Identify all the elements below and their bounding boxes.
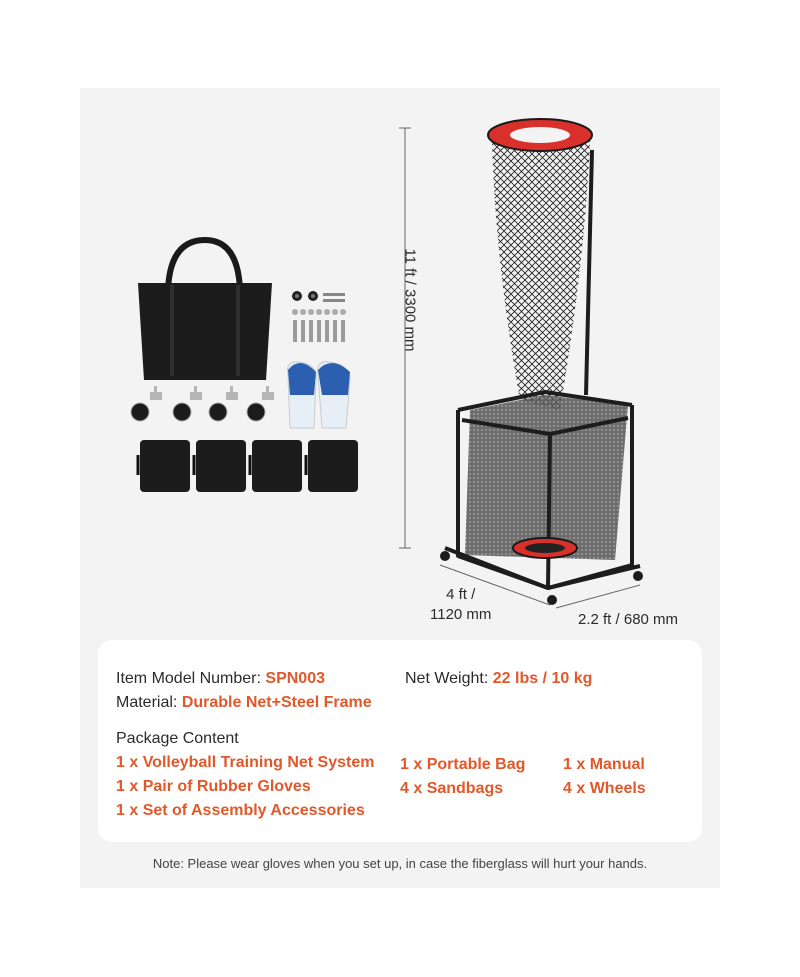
package-content-title: Package Content: [116, 730, 239, 747]
assembly-accessories-image: [292, 291, 346, 342]
model-number-label: Item Model Number:: [116, 670, 261, 687]
net-weight-row: [405, 670, 592, 688]
model-number-row: [116, 670, 325, 688]
package-item: 1 x Manual: [563, 756, 645, 773]
package-item: 4 x Wheels: [563, 780, 646, 797]
package-item: 1 x Set of Assembly Accessories: [116, 802, 365, 819]
model-number-value: SPN003: [265, 670, 325, 687]
height-dimension-label: 11 ft / 3300 mm: [401, 248, 419, 352]
portable-bag-image: [138, 240, 272, 380]
length-dimension-line2: 1120 mm: [430, 606, 492, 623]
package-item: 1 x Portable Bag: [400, 756, 526, 773]
sandbags-image: [138, 440, 358, 492]
net-weight-label: Net Weight:: [405, 670, 489, 687]
net-weight-value: 22 lbs / 10 kg: [492, 670, 593, 687]
package-item: 1 x Pair of Rubber Gloves: [116, 778, 311, 795]
rubber-gloves-image: [288, 362, 351, 428]
width-dimension-label: 2.2 ft / 680 mm: [578, 611, 679, 628]
package-item: 4 x Sandbags: [400, 780, 504, 797]
specifications-panel: [98, 640, 702, 842]
length-dimension-label: [430, 585, 491, 625]
training-net-image: [440, 119, 643, 605]
safety-note: Note: Please wear gloves when you set up, in case the fiberglass will hurt your hands.: [152, 856, 648, 871]
wheels-image: [131, 386, 274, 421]
material-label: Material:: [116, 694, 178, 711]
package-item: 1 x Volleyball Training Net System: [116, 754, 375, 771]
length-dimension-line1: 4 ft /: [446, 586, 476, 603]
material-value: Durable Net+Steel Frame: [181, 694, 372, 711]
material-row: [116, 694, 372, 712]
